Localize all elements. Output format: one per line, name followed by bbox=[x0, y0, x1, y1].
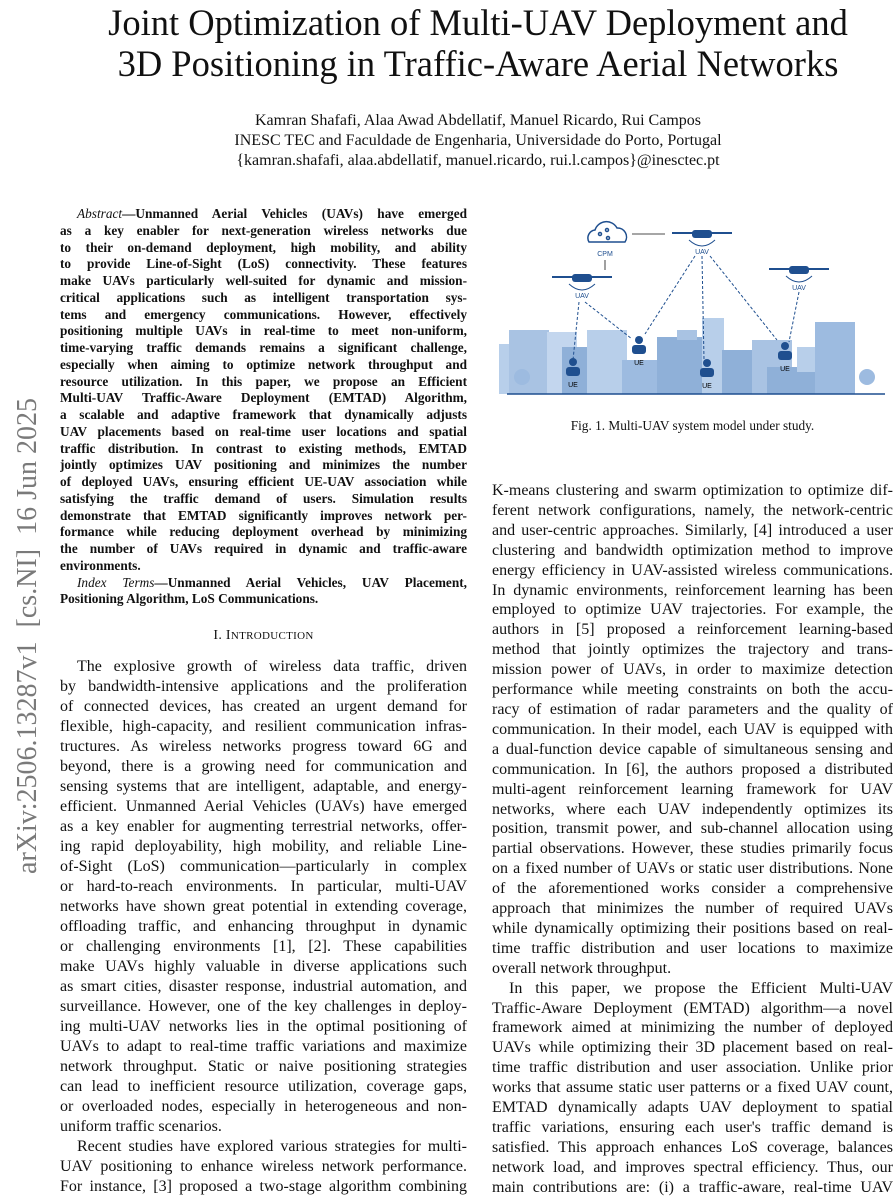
text-line bbox=[60, 1077, 467, 1097]
line-text: UAV placements based on real-time user locations and spatial bbox=[60, 423, 467, 439]
line-text: UAV positioning to enhance wireless network performance. bbox=[60, 1158, 467, 1175]
section-heading-introduction bbox=[60, 628, 467, 644]
text-line bbox=[492, 780, 893, 800]
line-text: demonstrate that EMTAD significantly improves network per- bbox=[60, 507, 467, 523]
line-text: offloading traffic, and enhancing throughput in dynamic bbox=[60, 918, 467, 935]
text-line bbox=[60, 1057, 467, 1077]
text-line bbox=[60, 357, 467, 374]
text-line bbox=[60, 677, 467, 697]
text-line bbox=[60, 558, 467, 575]
line-text: make UAVs highly valuable in diverse applications such bbox=[60, 958, 467, 975]
line-text: environments. bbox=[60, 557, 141, 573]
text-line bbox=[60, 457, 467, 474]
line-text: method that jointly optimizes the trajectory and trans- bbox=[492, 641, 893, 659]
text-line bbox=[60, 575, 467, 592]
line-text: jointly optimizes UAV positioning and minimizes the number bbox=[60, 457, 467, 473]
line-text: of the aforementioned works consider a comprehensive bbox=[492, 880, 893, 898]
line-text: ferent network configurations, namely, the network-centric bbox=[492, 501, 893, 519]
line-text: In dynamic environments, reinforcement learning has been bbox=[492, 581, 893, 599]
line-text: position, transmit power, and sub-channel allocation using bbox=[492, 820, 893, 838]
text-line bbox=[60, 837, 467, 857]
line-text: network throughput. Static or naive positioning strategies bbox=[60, 1058, 467, 1075]
cpm-label: CPM bbox=[597, 251, 613, 258]
text-line bbox=[60, 717, 467, 737]
text-line bbox=[492, 1138, 893, 1158]
line-text: flexible, high-capacity, and resilient communication infras- bbox=[60, 718, 467, 735]
uav-drone-icon bbox=[672, 230, 732, 246]
text-line bbox=[60, 240, 467, 257]
line-text: surveillance. However, one of the key challenges in deploy- bbox=[60, 998, 467, 1015]
text-line bbox=[492, 501, 893, 521]
line-text: resource utilization. In this paper, we propose an Efficient bbox=[60, 373, 467, 389]
line-text: energy efficiency in UAV-assisted wireless communications. bbox=[492, 561, 893, 579]
line-text: uniform traffic scenarios. bbox=[60, 1118, 222, 1135]
line-text: ing rapid deployability, high mobility, and reliable Line- bbox=[60, 838, 467, 855]
line-text: formance while reducing deployment overhead by minimizing bbox=[60, 524, 467, 540]
line-text: critical applications such as intelligent transportation sys- bbox=[60, 289, 467, 305]
line-text: —Unmanned Aerial Vehicles (UAVs) have emerged bbox=[122, 206, 467, 221]
line-text: or challenging environments [1], [2]. These capabilities bbox=[60, 938, 467, 955]
figure-system-model bbox=[497, 212, 890, 402]
line-text: as a key enabler for augmenting terrestrial networks, offer- bbox=[60, 818, 467, 835]
affiliation: INESC TEC and Faculdade de Engenharia, Universidade do Porto, Portugal bbox=[234, 132, 722, 149]
text-line bbox=[492, 979, 893, 999]
author-block bbox=[0, 111, 893, 171]
line-text: of-Sight (LoS) communication—particularly in complex bbox=[60, 858, 467, 875]
line-text: —Unmanned Aerial Vehicles, UAV Placement, bbox=[154, 574, 467, 590]
figure-caption: Fig. 1. Multi-UAV system model under study. bbox=[570, 418, 815, 433]
line-text: networks, where each UAV independently optimizes its bbox=[492, 800, 893, 818]
author-emails: {kamran.shafafi, alaa.abdellatif, manuel.ricardo, rui.l.campos}@inesctec.pt bbox=[236, 152, 720, 169]
text-line bbox=[60, 340, 467, 357]
line-text: works that assume static user patterns or a fixed UAV count, bbox=[492, 1079, 893, 1097]
text-line bbox=[60, 777, 467, 797]
text-line bbox=[492, 660, 893, 680]
text-line bbox=[492, 1158, 893, 1178]
text-line bbox=[60, 1017, 467, 1037]
text-line bbox=[60, 997, 467, 1017]
text-line bbox=[60, 1177, 467, 1197]
line-text: In this paper, we propose the Efficient Multi-UAV bbox=[509, 979, 893, 997]
uav-drone-icon bbox=[769, 266, 829, 282]
line-text: network load, and improves spectral efficiency. Thus, our bbox=[492, 1158, 893, 1176]
text-line bbox=[492, 859, 893, 879]
text-line bbox=[60, 897, 467, 917]
text-line bbox=[492, 919, 893, 939]
text-line bbox=[60, 541, 467, 558]
line-text: on a fixed number of UAVs or static user distributions. None bbox=[492, 860, 893, 878]
line-text: Traffic-Aware Deployment (EMTAD) algorithm—a novel bbox=[492, 999, 893, 1017]
text-line bbox=[60, 223, 467, 240]
line-text: of connected devices, has created an urgent demand for bbox=[60, 698, 467, 715]
line-text: Multi-UAV Traffic-Aware Deployment (EMTAD) Algorithm, bbox=[60, 390, 467, 406]
text-line bbox=[492, 1098, 893, 1118]
uav-drone-icon bbox=[552, 274, 612, 290]
text-line bbox=[492, 481, 893, 501]
line-text: to their on-demand deployment, high mobility, and ability bbox=[60, 239, 467, 255]
line-text: UAVs while optimizing their 3D placement based on real- bbox=[492, 1039, 893, 1057]
left-column-body bbox=[60, 657, 467, 1197]
line-text: or hard-to-reach environments. In particular, multi-UAV bbox=[60, 878, 467, 895]
line-text: Positioning Algorithm, LoS Communications. bbox=[60, 591, 319, 607]
text-line bbox=[60, 1037, 467, 1057]
line-text: clustering and bandwidth optimization method to improve bbox=[492, 541, 893, 559]
line-text: ing multi-UAV networks lies in the optimal positioning of bbox=[60, 1018, 467, 1035]
text-line bbox=[492, 561, 893, 581]
text-line bbox=[60, 591, 467, 608]
text-line bbox=[60, 424, 467, 441]
text-line bbox=[60, 1117, 467, 1137]
ue-label: UE bbox=[568, 382, 578, 389]
text-line bbox=[60, 323, 467, 340]
line-text: and user-centric approaches. Similarly, [4] introduced a user bbox=[492, 521, 893, 539]
line-text: a dual-function device capable of simultaneous sensing and bbox=[492, 740, 893, 758]
text-line bbox=[492, 600, 893, 620]
text-line bbox=[60, 256, 467, 273]
text-line bbox=[492, 1118, 893, 1138]
text-line bbox=[492, 939, 893, 959]
text-line bbox=[60, 307, 467, 324]
line-text: or overloaded nodes, especially in heterogeneous and non- bbox=[60, 1098, 467, 1115]
text-line bbox=[492, 541, 893, 561]
line-text: UAVs to adapt to real-time traffic variations and maximize bbox=[60, 1038, 467, 1055]
text-line bbox=[492, 760, 893, 780]
text-line bbox=[60, 757, 467, 777]
ue-label: UE bbox=[780, 366, 790, 373]
user-equipment-icon bbox=[632, 336, 646, 354]
line-text: overall network throughput. bbox=[492, 959, 672, 977]
text-line bbox=[492, 581, 893, 601]
line-text: as smart cities, disaster response, industrial automation, and bbox=[60, 978, 467, 995]
section-title: NTRODUCTION bbox=[230, 630, 314, 642]
line-text: sensing systems that are intelligent, adaptable, and energy- bbox=[60, 778, 467, 795]
line-text: to provide Line-of-Sight (LoS) connectivity. These features bbox=[60, 256, 467, 272]
text-line bbox=[60, 1097, 467, 1117]
text-line bbox=[492, 1038, 893, 1058]
text-line bbox=[60, 877, 467, 897]
line-text: authors in [5] proposed a reinforcement learning-based bbox=[492, 621, 893, 639]
line-text: multi-agent reinforcement learning framework for UAV bbox=[492, 780, 893, 798]
line-text: tructures. As wireless networks progress toward 6G and bbox=[60, 738, 467, 755]
line-text: networks have shown great potential in extending coverage, bbox=[60, 898, 467, 915]
line-text: traffic distribution. In contrast to existing methods, EMTAD bbox=[60, 440, 467, 456]
text-line bbox=[492, 839, 893, 859]
text-line bbox=[492, 700, 893, 720]
text-line bbox=[60, 1137, 467, 1157]
text-line bbox=[60, 441, 467, 458]
text-line bbox=[492, 1078, 893, 1098]
line-text: communication. In their model, each UAV is equipped with bbox=[492, 720, 893, 738]
text-line bbox=[492, 899, 893, 919]
line-text: a scalable and adaptive framework that dynamically adjusts bbox=[60, 407, 467, 422]
title-line: Joint Optimization of Multi-UAV Deployment and bbox=[108, 2, 848, 43]
line-text: make UAVs particularly well-suited for dynamic and mission- bbox=[60, 273, 467, 288]
text-line bbox=[492, 879, 893, 899]
text-line bbox=[60, 817, 467, 837]
text-line bbox=[492, 800, 893, 820]
text-line bbox=[60, 1157, 467, 1177]
title-line: 3D Positioning in Traffic-Aware Aerial Networks bbox=[117, 43, 839, 84]
line-text: beyond, there is a growing need for communication and bbox=[60, 758, 467, 775]
line-text: by bandwidth-intensive applications and the proliferation bbox=[60, 678, 467, 695]
text-line bbox=[492, 1018, 893, 1038]
text-line bbox=[60, 474, 467, 491]
text-line bbox=[60, 917, 467, 937]
cpm-cloud-icon bbox=[588, 222, 627, 242]
line-text: racy of estimation of radar parameters and the quality of bbox=[492, 700, 893, 718]
text-line bbox=[60, 206, 467, 223]
ue-label: UE bbox=[702, 383, 712, 390]
arxiv-identifier: arXiv:2506.13287v1 [cs.NI] 16 Jun 2025 bbox=[12, 398, 43, 874]
line-text: efficient. Unmanned Aerial Vehicles (UAVs) have emerged bbox=[60, 798, 467, 815]
text-line bbox=[60, 524, 467, 541]
line-text: For instance, [3] proposed a two-stage algorithm combining bbox=[60, 1178, 467, 1195]
line-text: approach that minimizes the number of required UAVs bbox=[492, 900, 893, 918]
text-line bbox=[60, 290, 467, 307]
city-skyline bbox=[499, 318, 885, 394]
text-line bbox=[492, 959, 893, 979]
line-text: EMTAD dynamically adapts UAV deployment to spatial bbox=[492, 1099, 893, 1117]
uav-label: UAV bbox=[792, 285, 806, 292]
uav-label: UAV bbox=[575, 293, 589, 300]
text-line bbox=[492, 620, 893, 640]
text-line bbox=[492, 521, 893, 541]
abstract-label: Abstract bbox=[77, 206, 123, 221]
section-number: I. I bbox=[213, 628, 231, 643]
line-text: traffic variations, ensuring each user's traffic demand is bbox=[492, 1119, 893, 1136]
text-line bbox=[60, 273, 467, 290]
line-text: satisfied. This approach enhances LoS coverage, balances bbox=[492, 1138, 893, 1156]
line-text: can lead to inefficient resource utilization, coverage gaps, bbox=[60, 1078, 467, 1095]
paper-title bbox=[0, 2, 893, 84]
system-model-illustration bbox=[497, 212, 890, 402]
line-text: of deployed UAVs, ensuring efficient UE-UAV association while bbox=[60, 474, 467, 489]
line-text: tems and emergency communications. However, effectively bbox=[60, 306, 467, 322]
text-line bbox=[60, 737, 467, 757]
text-line bbox=[492, 1178, 893, 1198]
line-text: The explosive growth of wireless data traffic, driven bbox=[77, 658, 467, 675]
line-text: especially when aiming to optimize network throughput and bbox=[60, 356, 467, 372]
text-line bbox=[60, 491, 467, 508]
text-line bbox=[492, 740, 893, 760]
line-text: performance while meeting constraints on both the accu- bbox=[492, 681, 893, 699]
line-text: positioning multiple UAVs in real-time to meet non-uniform, bbox=[60, 323, 467, 339]
line-text: main contributions are: (i) a traffic-aware, real-time UAV bbox=[492, 1178, 893, 1196]
text-line bbox=[60, 657, 467, 677]
text-line bbox=[60, 390, 467, 407]
author-names: Kamran Shafafi, Alaa Awad Abdellatif, Manuel Ricardo, Rui Campos bbox=[255, 112, 701, 129]
line-text: satisfying the traffic demand of users. Simulation results bbox=[60, 490, 467, 506]
text-line bbox=[60, 508, 467, 525]
text-line bbox=[60, 937, 467, 957]
uav-label: UAV bbox=[695, 249, 709, 256]
line-text: mission power of UAVs, in order to maximize detection bbox=[492, 661, 893, 679]
line-text: employed to optimize UAV trajectories. For example, the bbox=[492, 601, 893, 619]
line-text: framework aimed at minimizing the number of deployed bbox=[492, 1019, 893, 1037]
abstract-label: Index Terms bbox=[77, 574, 155, 590]
text-line bbox=[60, 977, 467, 997]
line-text: partial observations. However, these studies primarily focus bbox=[492, 840, 893, 858]
ue-label: UE bbox=[634, 360, 644, 367]
text-line bbox=[60, 857, 467, 877]
line-text: time traffic distribution and user locations to maximize bbox=[492, 939, 893, 957]
text-line bbox=[492, 640, 893, 660]
line-text: time traffic distribution and user association. Unlike prior bbox=[492, 1059, 893, 1077]
text-line bbox=[492, 999, 893, 1019]
line-text: while dynamically optimizing their positions based on real- bbox=[492, 919, 893, 937]
text-line bbox=[492, 819, 893, 839]
line-text: Recent studies have explored various strategies for multi- bbox=[77, 1138, 467, 1155]
text-line bbox=[60, 797, 467, 817]
text-line bbox=[60, 697, 467, 717]
line-text: communication. In [6], the authors proposed a distributed bbox=[492, 760, 893, 778]
line-text: K-means clustering and swarm optimization to optimize dif- bbox=[492, 482, 893, 499]
line-text: time-varying traffic demands remains a significant challenge, bbox=[60, 340, 467, 355]
text-line bbox=[60, 407, 467, 424]
line-text: as a key enabler for next-generation wireless networks due bbox=[60, 222, 467, 238]
right-column-body bbox=[492, 481, 893, 1198]
text-line bbox=[492, 1058, 893, 1078]
text-line bbox=[60, 957, 467, 977]
line-text: the number of UAVs required in dynamic and traffic-aware bbox=[60, 541, 467, 556]
text-line bbox=[492, 680, 893, 700]
abstract bbox=[60, 206, 467, 608]
text-line bbox=[492, 720, 893, 740]
text-line bbox=[60, 374, 467, 391]
